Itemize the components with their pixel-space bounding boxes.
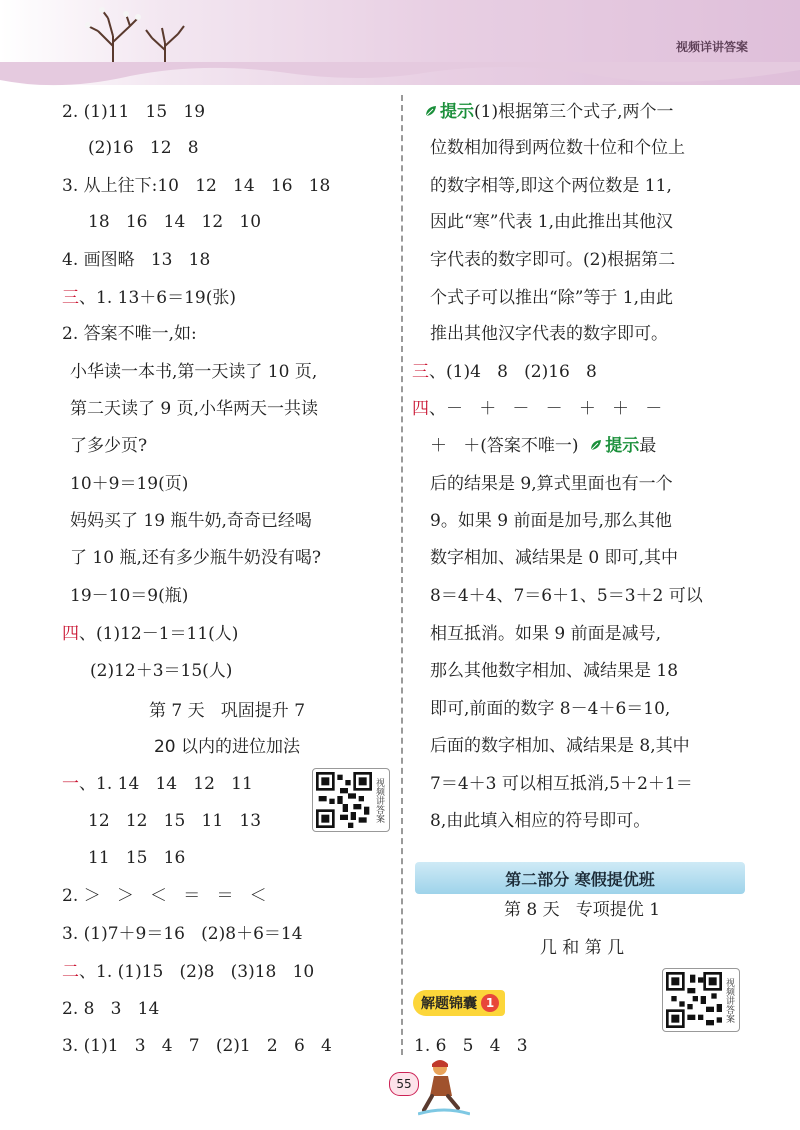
- hint-label: 提示: [605, 436, 640, 456]
- answer-line: 3. (1)1 3 4 7 (2)1 2 6 4: [62, 1036, 332, 1056]
- answer-line: [412, 364, 597, 381]
- answer-line: [62, 964, 314, 981]
- answer-text: ＋ ＋(答案不唯一): [430, 436, 579, 456]
- header-label: 视频详讲答案: [675, 40, 748, 54]
- qr-label: 视频讲答案: [374, 777, 384, 823]
- winter-tree-icon: [78, 6, 148, 66]
- answer-line: [412, 401, 662, 418]
- answer-line: [430, 438, 656, 455]
- hint-line: 位数相加得到两位数十位和个位上: [430, 138, 685, 158]
- hint-line: 个式子可以推出“除”等于 1,由此: [430, 288, 674, 308]
- hint-text: 最: [639, 436, 657, 456]
- section-marker: 三: [62, 288, 79, 308]
- answer-line: 1. 6 5 4 3: [414, 1036, 528, 1056]
- answer-line: 了多少页?: [70, 436, 148, 456]
- hint-line: 那么其他数字相加、减结果是 18: [430, 661, 679, 681]
- section-marker: 四: [62, 624, 79, 644]
- answer-line: 18 16 14 12 10: [88, 212, 262, 232]
- answer-line: 2. (1)11 15 19: [62, 102, 206, 122]
- answer-line: 2. ＞ ＞ ＜ ＝ ＝ ＜: [62, 886, 267, 906]
- tips-tag-number: 1: [481, 994, 499, 1012]
- section-subtitle: 几 和 第 几: [539, 938, 625, 958]
- part-banner: 第二部分 寒假提优班: [415, 862, 745, 894]
- page-number: 55: [389, 1072, 419, 1096]
- answer-line: 2. 8 3 14: [62, 999, 160, 1019]
- answer-line: 小华读一本书,第一天读了 10 页,: [70, 362, 318, 382]
- hint-line: 相互抵消。如果 9 前面是减号,: [430, 624, 662, 644]
- section-marker: 四: [412, 399, 429, 419]
- answer-text: 、1. 13＋6＝19(张): [79, 288, 236, 308]
- hint-line: 7＝4＋3 可以相互抵消,5＋2＋1＝: [430, 774, 693, 794]
- skating-figure-icon: [418, 1058, 470, 1118]
- answer-line: [62, 626, 238, 643]
- tips-tag: [413, 990, 505, 1016]
- hint-line: 的数字相等,即这个两位数是 11,: [430, 176, 672, 196]
- hint-leaf-icon: [424, 104, 438, 118]
- answer-line: 2. 答案不唯一,如:: [62, 324, 197, 344]
- section-title: 第 7 天 巩固提升 7: [148, 701, 306, 721]
- header-wave: [0, 62, 800, 92]
- hint-line: 即可,前面的数字 8－4＋6＝10,: [430, 699, 671, 719]
- section-marker: 二: [62, 962, 79, 982]
- answer-text: 、(1)12－1＝11(人): [79, 624, 239, 644]
- hint-line: [424, 104, 673, 121]
- hint-line: 9。如果 9 前面是加号,那么其他: [430, 511, 672, 531]
- answer-line: [62, 290, 236, 307]
- winter-tree-small-icon: [140, 18, 190, 66]
- answer-line: 4. 画图略 13 18: [62, 250, 211, 270]
- hint-line: 后的结果是 9,算式里面也有一个: [430, 474, 673, 494]
- qr-label: 视频讲答案: [724, 977, 734, 1023]
- hint-line: 字代表的数字即可。(2)根据第二: [430, 250, 676, 270]
- hint-line: 因此“寒”代表 1,由此推出其他汉: [430, 212, 674, 232]
- qr-code-icon: [666, 972, 722, 1028]
- answer-line: 19－10＝9(瓶): [70, 586, 189, 606]
- hint-line: 推出其他汉字代表的数字即可。: [430, 324, 668, 344]
- hint-label: 提示: [440, 102, 474, 122]
- section-title: 第 8 天 专项提优 1: [503, 900, 661, 920]
- hint-text: (1)根据第三个式子,两个一: [474, 102, 674, 122]
- answer-line: 第二天读了 9 页,小华两天一共读: [70, 399, 319, 419]
- qr-code-icon: [316, 772, 372, 828]
- section-marker: 一: [62, 774, 79, 794]
- answer-text: 、(1)4 8 (2)16 8: [429, 362, 597, 382]
- answer-line: (2)12＋3＝15(人): [90, 661, 233, 681]
- hint-line: 8,由此填入相应的符号即可。: [430, 811, 651, 831]
- answer-line: 12 12 15 11 13: [88, 811, 262, 831]
- answer-line: (2)16 12 8: [88, 138, 199, 158]
- answer-line: [62, 776, 253, 793]
- answer-text: 、1. (1)15 (2)8 (3)18 10: [79, 962, 315, 982]
- qr-code[interactable]: [662, 968, 740, 1032]
- section-subtitle: 20 以内的进位加法: [153, 737, 301, 757]
- answer-line: 妈妈买了 19 瓶牛奶,奇奇已经喝: [70, 511, 312, 531]
- section-marker: 三: [412, 362, 429, 382]
- hint-leaf-icon: [589, 438, 603, 452]
- hint-line: 8＝4＋4、7＝6＋1、5＝3＋2 可以: [430, 586, 703, 606]
- answer-line: 11 15 16: [88, 848, 186, 868]
- answer-text: 、1. 14 14 12 11: [79, 774, 253, 794]
- hint-line: 后面的数字相加、减结果是 8,其中: [430, 736, 690, 756]
- column-divider: [401, 95, 403, 1055]
- answer-text: 、－ ＋ － － ＋ ＋ －: [429, 399, 663, 419]
- hint-line: 数字相加、减结果是 0 即可,其中: [430, 548, 679, 568]
- answer-line: 了 10 瓶,还有多少瓶牛奶没有喝?: [70, 548, 321, 568]
- tips-tag-label: 解题锦囊: [421, 996, 477, 1012]
- qr-code[interactable]: [312, 768, 390, 832]
- answer-line: 3. (1)7＋9＝16 (2)8＋6＝14: [62, 924, 303, 944]
- answer-line: 3. 从上往下:10 12 14 16 18: [62, 176, 331, 196]
- answer-line: 10＋9＝19(页): [70, 474, 189, 494]
